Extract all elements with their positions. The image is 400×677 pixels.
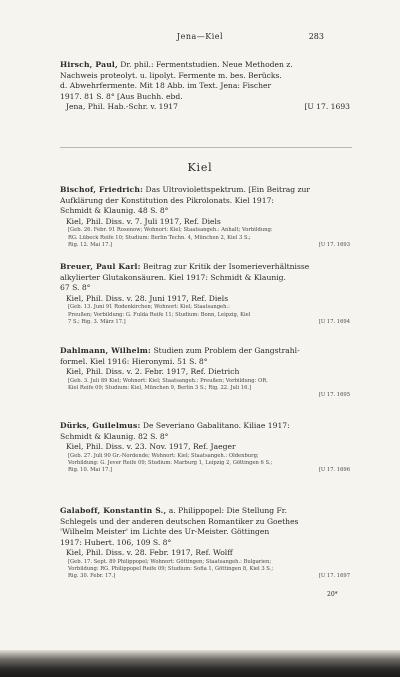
entry-dissertation: Kiel, Phil. Diss. v. 23. Nov. 1917, Ref. Jaeger [66,442,236,452]
entry-title-line: Aufklärung der Konstitution des Pikrolonats. Kiel 1917: [60,195,274,205]
entry-title-line: alkylierter Glutakonsäuren. Kiel 1917: Schmidt & Klaunig. [60,272,286,282]
entry-dissertation: Kiel, Phil. Diss. v. 28. Febr. 1917, Ref. Wolff [66,548,233,558]
entry-title-line: 1917. 81 S. 8° [Aus Buchh. ebd. [60,91,183,101]
entry-reference: [U 17. 1693 [304,102,350,112]
entry-note: Vorbildung: G. Jever Reife 09; Studium: Marburg 1, Leipzig 2, Göttingen 6 S.; [68,459,273,466]
entry-author: Hirsch, Paul, [60,60,118,69]
entry-title-line: Breuer, Paul Karl: Beitrag zur Kritik der Isomerieverhältnisse [60,262,310,271]
bibliography-entry [60,421,350,474]
entry-title-line: Schmidt & Klaunig. 48 S. 8° [60,206,169,216]
entry-title-line: Schlegels und der anderen deutschen Romantiker zu Goethes [60,516,299,526]
entry-title-line: formel. Kiel 1916: Hieronymi. 51 S. 8° [60,356,208,366]
entry-dissertation: Kiel, Phil. Diss. v. 28. Juni 1917, Ref. Diels [66,293,229,303]
entry-note: [Geb. 27. Juli 90 Gr.-Nordende; Wohnort: Kiel; Staatsangeh.: Oldenburg; [68,452,259,459]
entry-title-line: Dürks, Guilelmus: De Severiano Gabalitano. Kiliae 1917: [60,421,290,430]
entry-title-line: Schmidt & Klaunig. 82 S. 8° [60,431,169,441]
entry-reference: [U 17. 1697 [318,573,350,580]
entry-title-line: 67 S. 8° [60,283,91,293]
running-title: Jena—Kiel [176,32,224,41]
entry-note: RG. Lübeck Reife 10; Studium: Berlin Techn. 4, München 2, Kiel 3 S.; [68,234,251,241]
entry-reference: [U 17. 1696 [318,467,350,474]
entry-reference: [U 17. 1693 [318,241,350,248]
entry-note: Rig. 10. Mai 17.] [U 17. 1696 [68,467,350,474]
entry-dissertation: Jena, Phil. Hab.-Schr. v. 1917 [U 17. 1693 [66,102,350,112]
entry-author: Breuer, Paul Karl: [60,262,141,271]
running-header [0,32,400,46]
entry-title-line: 'Wilhelm Meister' im Lichte des Ur-Meister. Göttingen [60,527,270,537]
entry-title-line: Dahlmann, Wilhelm: Studien zum Problem der Gangstrahl- [60,346,300,355]
entry-note: [Geb. 3. Juli 89 Kiel; Wohnort: Kiel; Staatsangeh.: Preußen; Vorbildung: OR. [68,377,268,384]
entry-author: Dahlmann, Wilhelm: [60,346,152,355]
section-heading: Kiel [187,161,213,174]
entry-note: [Geb. 17. Sept. 89 Philippopel; Wohnort: Göttingen; Staatsangeh.: Bulgarien; [68,558,272,565]
bibliography-entry [60,506,350,581]
page-number: 283 [308,32,324,41]
entry-note: Rig. 30. Febr. 17.] [U 17. 1697 [68,573,350,580]
entry-author: Galaboff, Konstantin S., [60,506,167,515]
entry-note: [Geb. 26. Febr. 91 Rosenow; Wohnort: Kiel; Staatsangeh.: Anhalt; Vorbildung: [68,227,273,234]
entry-title-line: 1917: Hubert. 106, 109 S. 8° [60,537,172,547]
entry-title-line: d. Abwehrfermente. Mit 18 Abb. im Text. Jena: Fischer [60,81,272,91]
bibliography-entry [60,185,350,249]
entry-title-line: Nachweis proteolyt. u. lipolyt. Fermente m. bes. Berücks. [60,70,282,80]
entry-dissertation: Kiel, Phil. Diss. v. 7. Juli 1917, Ref. Diels [66,216,221,226]
entry-title-line: Hirsch, Paul, Dr. phil.: Fermentstudien. Neue Methoden z. [60,60,293,69]
entry-note: 7 S.; Rig. 3. März 17.] [U 17. 1694 [68,318,350,325]
entry-reference: [U 17. 1695 [318,392,350,399]
entry-author: Dürks, Guilelmus: [60,421,141,430]
entry-note: Preußen; Vorbildung: G. Fulda Reife 11; Studium: Bonn, Leipzig, Kiel [68,311,251,318]
entry-title-line: Bischof, Friedrich: Das Ultroviolettspektrum. [Ein Beitrag zur [60,185,311,194]
entry-reference: [U 17. 1694 [318,318,350,325]
entry-note: Vorbildung: RG. Philippopel Reife 09; Studium: Sofia 1, Göttingen 8, Kiel 3 S.; [68,566,274,573]
scan-edge-shadow [0,650,400,677]
bibliography-entry [60,346,350,399]
bibliography-entry [60,60,350,113]
entry-dissertation: Kiel, Phil. Diss. v. 2. Febr. 1917, Ref. Dietrich [66,367,240,377]
entry-note [60,392,350,399]
entry-note: [Geb. 13. Juni 91 Rodenkirchen; Wohnort: Kiel; Staatsangeh.: [68,304,230,311]
signature-mark: 20* [327,591,338,598]
entry-note: Rig. 12. Mai 17.] [U 17. 1693 [68,241,350,248]
entry-note: Kiel Reife 09; Studium: Kiel, München 9, Berlin 3 S.; Rig. 22. Juli 16.] [68,384,252,391]
entry-author: Bischof, Friedrich: [60,185,144,194]
entry-title-line: Galaboff, Konstantin S., a. Philippopel: Die Stellung Fr. [60,506,288,515]
section-divider [60,147,352,148]
bibliography-entry [60,262,350,326]
